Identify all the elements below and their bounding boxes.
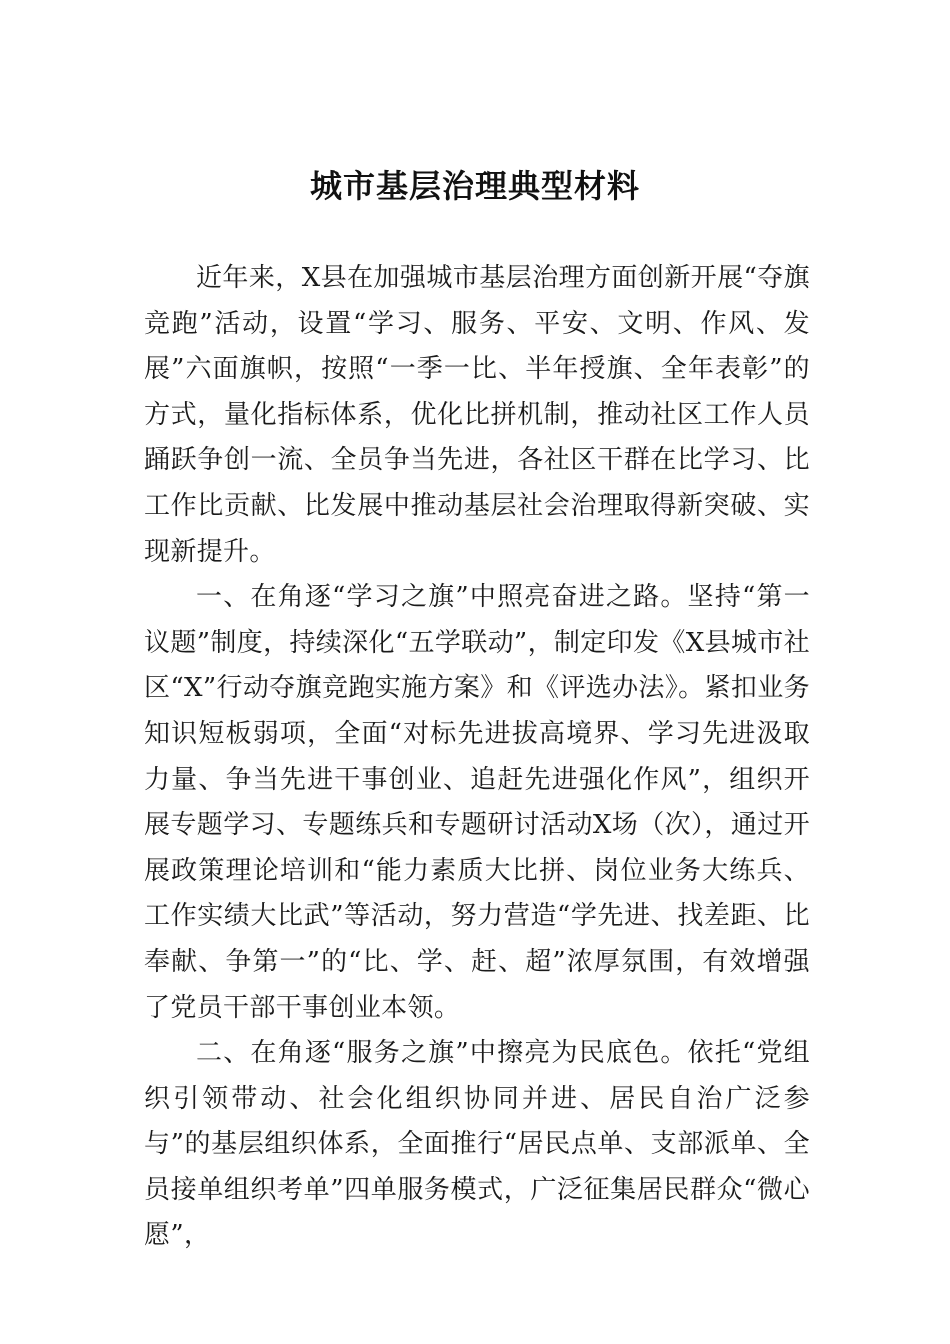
document-title: 城市基层治理典型材料	[309, 167, 640, 205]
document-body	[144, 256, 810, 1259]
paragraph-study-flag: 一、在角逐“学习之旗”中照亮奋进之路。坚持“第一议题”制度，持续深化“五学联动”，制定印发《X县城市社区“X”行动夺旗竞跑实施方案》和《评选办法》。紧扣业务知识短板弱项，全面“对标先进拔高境界、学习先进汲取力量、争当先进干事创业、追赶先进强化作风”，组织开展专题学习、专题练兵和专题研讨活动X场（次），通过开展政策理论培训和“能力素质大比拼、岗位业务大练兵、工作实绩大比武”等活动，努力营造“学先进、找差距、比奉献、争第一”的“比、学、赶、超”浓厚氛围，有效增强了党员干部干事创业本领。	[144, 582, 810, 1023]
paragraph-service-flag: 二、在角逐“服务之旗”中擦亮为民底色。依托“党组织引领带动、社会化组织协同并进、居民自治广泛参与”的基层组织体系，全面推行“居民点单、支部派单、全员接单组织考单”四单服务模式，广泛征集居民群众“微心愿”，	[144, 1038, 810, 1251]
paragraph-intro: 近年来，X县在加强城市基层治理方面创新开展“夺旗竞跑”活动，设置“学习、服务、平安、文明、作风、发展”六面旗帜，按照“一季一比、半年授旗、全年表彰”的方式，量化指标体系，优化比拼机制，推动社区工作人员踊跃争创一流、全员争当先进，各社区干群在比学习、比工作比贡献、比发展中推动基层社会治理取得新突破、实现新提升。	[144, 263, 810, 567]
